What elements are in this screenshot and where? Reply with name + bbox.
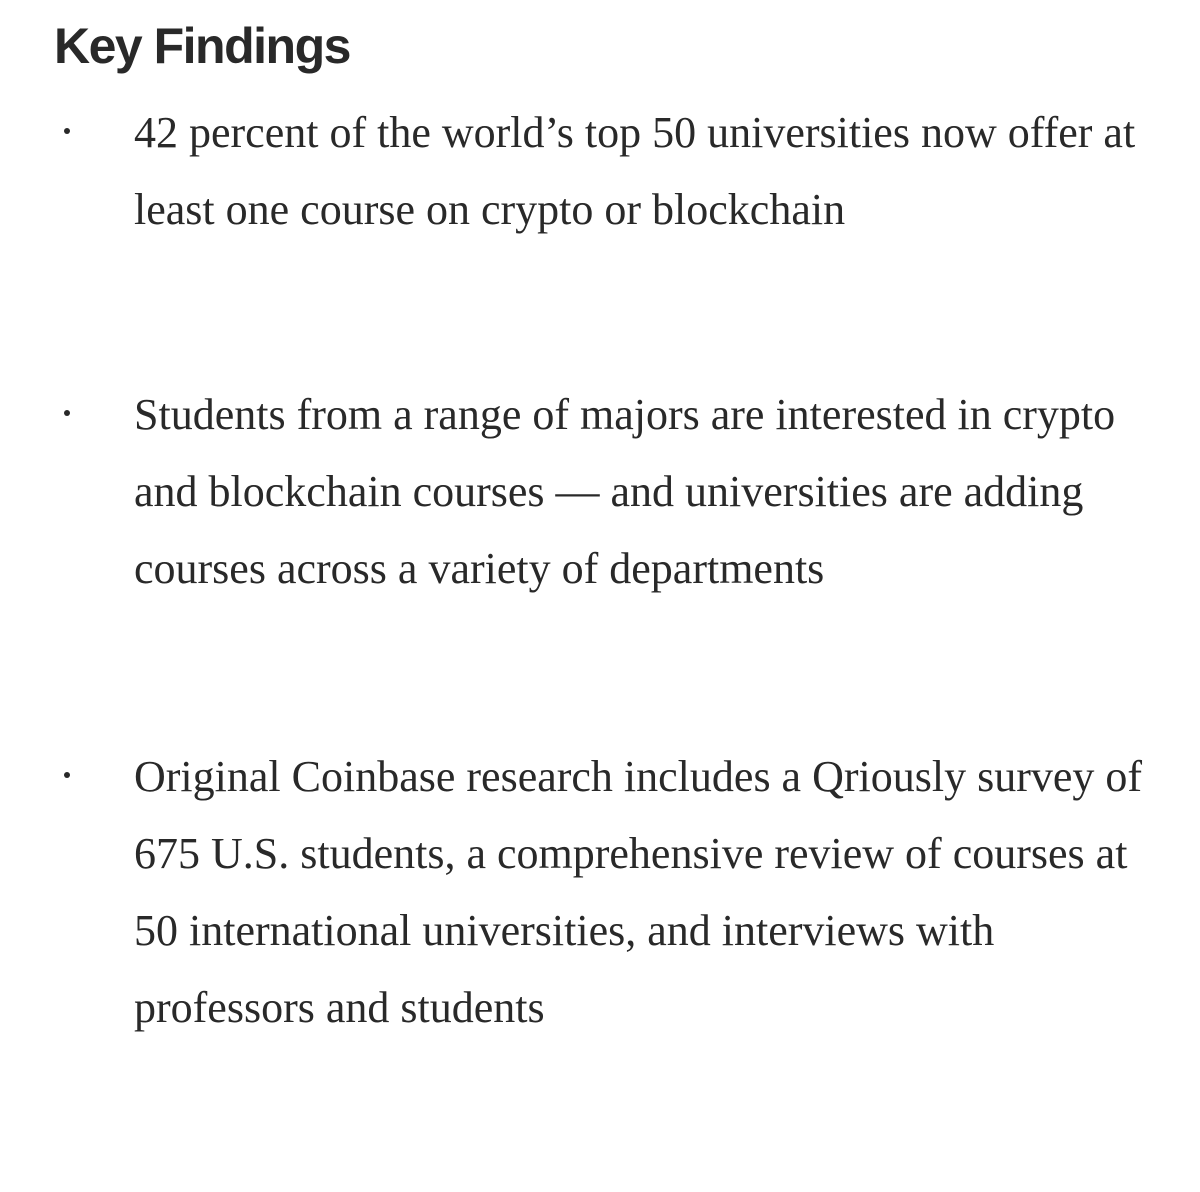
finding-text: 42 percent of the world’s top 50 universities now offer at least one course on crypto or blockchain — [134, 108, 1136, 234]
finding-text: Original Coinbase research includes a Qriously survey of 675 U.S. students, a comprehensive review of courses at 50 international universities, and interviews with professors and students — [134, 752, 1143, 1032]
finding-text: Students from a range of majors are interested in crypto and blockchain courses — and universities are adding courses across a variety of departments — [134, 390, 1116, 593]
bullet-icon — [64, 128, 70, 134]
bullet-icon — [64, 410, 70, 416]
key-findings-heading: Key Findings — [54, 18, 350, 74]
bullet-icon — [64, 772, 70, 778]
